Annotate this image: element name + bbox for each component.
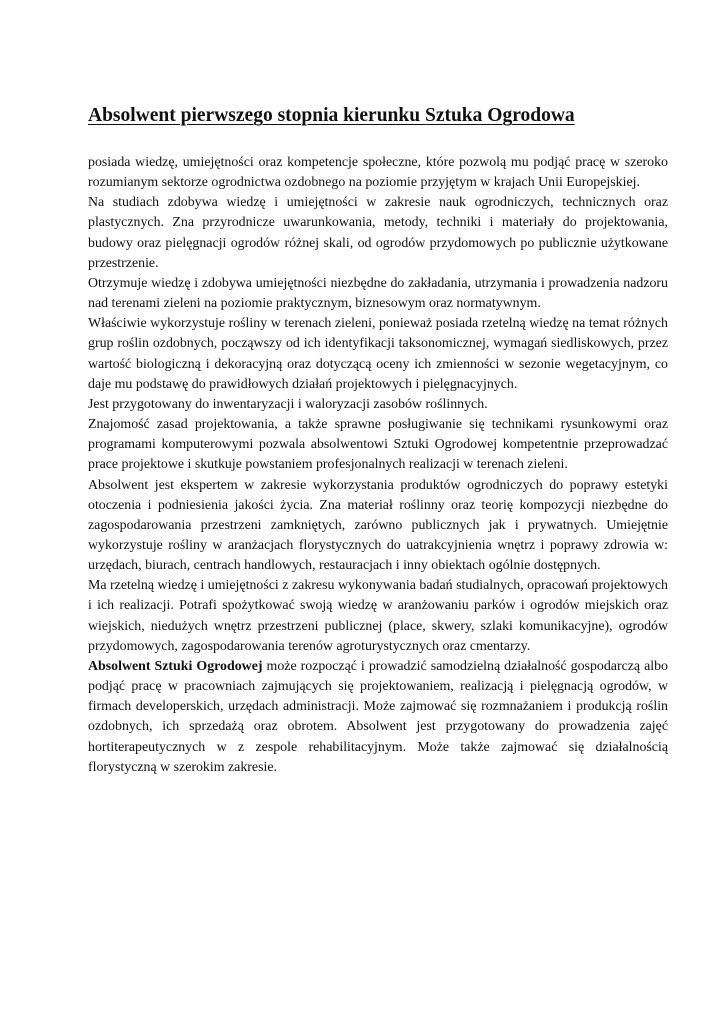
- paragraph-design-skills: Znajomość zasad projektowania, a także sprawne posługiwanie się technikami rysunkowymi oraz programami komputerowymi pozwala absolwentowi Sztuki Ogrodowej kompetentnie przeprowadzać prace projektowe i skutkuje powstaniem profesjonalnych realizacji w terenach zieleni.: [88, 417, 668, 473]
- paragraph-expert: Absolwent jest ekspertem w zakresie wykorzystania produktów ogrodniczych do poprawy estetyki otoczenia i podniesienia jakości życia. Zna materiał roślinny oraz teorię kompozycji niezbędne do zagospodarowania przestrzeni zamkniętych, zarówno publicznych jak i prywatnych. Umiejętnie wykorzystuje rośliny w aranżacjach florystycznych do uatrakcyjnienia wnętrz i poprawy zdrowia w: urzędach, biurach, centrach handlowych, restauracjach i inny obiektach ogólnie dostępnych.: [88, 477, 668, 574]
- paragraph-inventory: Jest przygotowany do inwentaryzacji i waloryzacji zasobów roślinnych.: [88, 396, 488, 412]
- title-prefix: Absolwent pierwszego stopnia kierunku: [88, 105, 425, 126]
- career-text: może rozpocząć i prowadzić samodzielną działalność gospodarczą albo podjąć pracę w pracowniach zajmujących się projektowaniem, realizacją i pielęgnacją ogrodów, w firmach developerskich, urzędach administracji. Może zajmować się rozmnażaniem i produkcją roślin ozdobnych, ich sprzedażą oraz obrotem. Absolwent jest przygotowany do prowadzenia zajęć hortiterapeutycznych w z zespole rehabilitacyjnym. Może także zajmować się działalnością florystyczną w szerokim zakresie.: [88, 658, 668, 775]
- paragraph-green-areas: Otrzymuje wiedzę i zdobywa umiejętności niezbędne do zakładania, utrzymania i prowadzenia nadzoru nad terenami zieleni na poziomie praktycznym, biznesowym oraz normatywnym.: [88, 275, 668, 312]
- paragraph-research: Ma rzetelną wiedzę i umiejętności z zakresu wykonywania badań studialnych, opracowań projektowych i ich realizacji. Potrafi spożytkować swoją wiedzę w aranżowaniu parków i ogrodów miejskich oraz wiejskich, niedużych wnętrz przestrzeni publicznej (place, skwery, szlaki komunikacyjne), ogrodów przydomowych, zagospodarowania terenów agroturystycznych oraz cmentarzy.: [88, 578, 668, 654]
- paragraph-plant-use: Właściwie wykorzystuje rośliny w terenach zieleni, ponieważ posiada rzetelną wiedzę na temat różnych grup roślin ozdobnych, począwszy od ich identyfikacji taksonomicznej, wymagań siedliskowych, przez wartość biologiczną i dekoracyjną oraz dotyczącą oceny ich zmienności w sezonie wegetacyjnym, co daje mu podstawę do prawidłowych działań projektowych i pielęgnacyjnych.: [88, 316, 668, 392]
- document-page: [88, 103, 668, 778]
- title-emphasis: Sztuka Ogrodowa: [424, 105, 575, 126]
- paragraph-career: [88, 657, 668, 778]
- paragraph-intro: posiada wiedzę, umiejętności oraz kompetencje społeczne, które pozwolą mu podjąć pracę w szeroko rozumianym sektorze ogrodnictwa ozdobnego na poziomie przyjętym w krajach Unii Europejskiej.: [88, 155, 668, 191]
- paragraph-studies: Na studiach zdobywa wiedzę i umiejętności w zakresie nauk ogrodniczych, technicznych oraz plastycznych. Zna przyrodnicze uwarunkowania, metody, techniki i materiały do projektowania, budowy oraz pielęgnacji ogrodów różnej skali, od ogrodów przydomowych po publicznie użytkowane przestrzenie.: [88, 195, 668, 271]
- page-title: [88, 103, 668, 129]
- career-lead: Absolwent Sztuki Ogrodowej: [88, 658, 263, 674]
